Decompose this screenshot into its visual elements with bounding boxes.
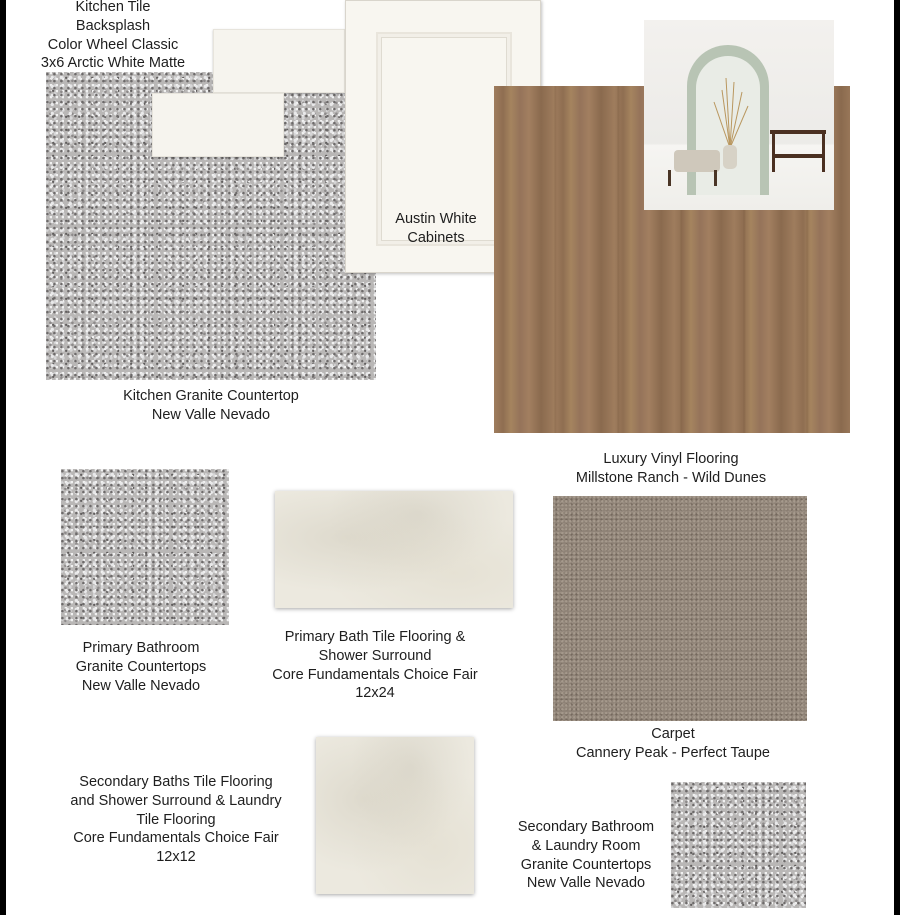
carpet-caption — [566, 725, 780, 763]
caption-line: Secondary Baths Tile Flooring — [79, 774, 273, 790]
caption-line: 12x24 — [355, 685, 395, 702]
carpet-swatch — [553, 496, 807, 721]
caption-line: Primary Bath Tile Flooring & — [284, 629, 466, 645]
caption-line: Granite Countertops — [75, 658, 207, 675]
caption-line: Shower Surround — [318, 647, 432, 664]
caption-line: 12x12 — [156, 849, 196, 866]
caption-line: Core Fundamentals Choice Fair — [272, 666, 478, 683]
secondary-granite-swatch — [671, 782, 806, 908]
backsplash-tile-swatch — [213, 29, 345, 93]
backsplash-caption — [38, 0, 188, 73]
caption-line: Core Fundamentals Choice Fair — [73, 830, 279, 847]
caption-line: and Shower Surround & Laundry — [70, 792, 282, 809]
caption-line: Kitchen Granite Countertop — [123, 388, 299, 404]
kitchen-granite-caption — [101, 387, 321, 425]
caption-line: Kitchen Tile — [75, 0, 151, 15]
vinyl-flooring-caption — [561, 450, 781, 488]
caption-line: Secondary Bathroom — [517, 819, 655, 835]
primary-tile-swatch — [275, 491, 513, 608]
caption-line: 3x6 Arctic White Matte — [40, 55, 186, 72]
caption-line: New Valle Nevado — [526, 875, 646, 892]
caption-line: Cabinets — [407, 229, 465, 246]
design-board — [6, 0, 894, 915]
secondary-tile-caption — [62, 773, 290, 867]
caption-line: Cannery Peak - Perfect Taupe — [576, 744, 770, 761]
caption-line: Carpet — [651, 726, 695, 742]
secondary-granite-caption — [510, 818, 662, 893]
backsplash-tile-swatch — [152, 93, 284, 157]
caption-line: Granite Countertops — [520, 856, 652, 873]
caption-line: Luxury Vinyl Flooring — [603, 451, 739, 467]
primary-granite-swatch — [61, 469, 229, 625]
secondary-tile-swatch — [316, 737, 474, 894]
caption-line: New Valle Nevado — [151, 406, 271, 423]
caption-line: Tile Flooring — [136, 811, 216, 828]
caption-line: & Laundry Room — [531, 837, 641, 854]
caption-line: Primary Bathroom — [82, 640, 200, 656]
caption-line: Color Wheel Classic — [47, 36, 179, 53]
caption-line: Austin White — [395, 211, 477, 227]
room-furniture — [644, 20, 834, 210]
caption-line: Millstone Ranch - Wild Dunes — [575, 469, 767, 486]
caption-line: New Valle Nevado — [81, 677, 201, 694]
primary-tile-caption — [265, 628, 485, 703]
caption-line: Backsplash — [75, 17, 151, 34]
room-inspiration-photo — [644, 20, 834, 210]
primary-granite-caption — [61, 639, 221, 695]
cabinets-caption — [366, 210, 506, 248]
